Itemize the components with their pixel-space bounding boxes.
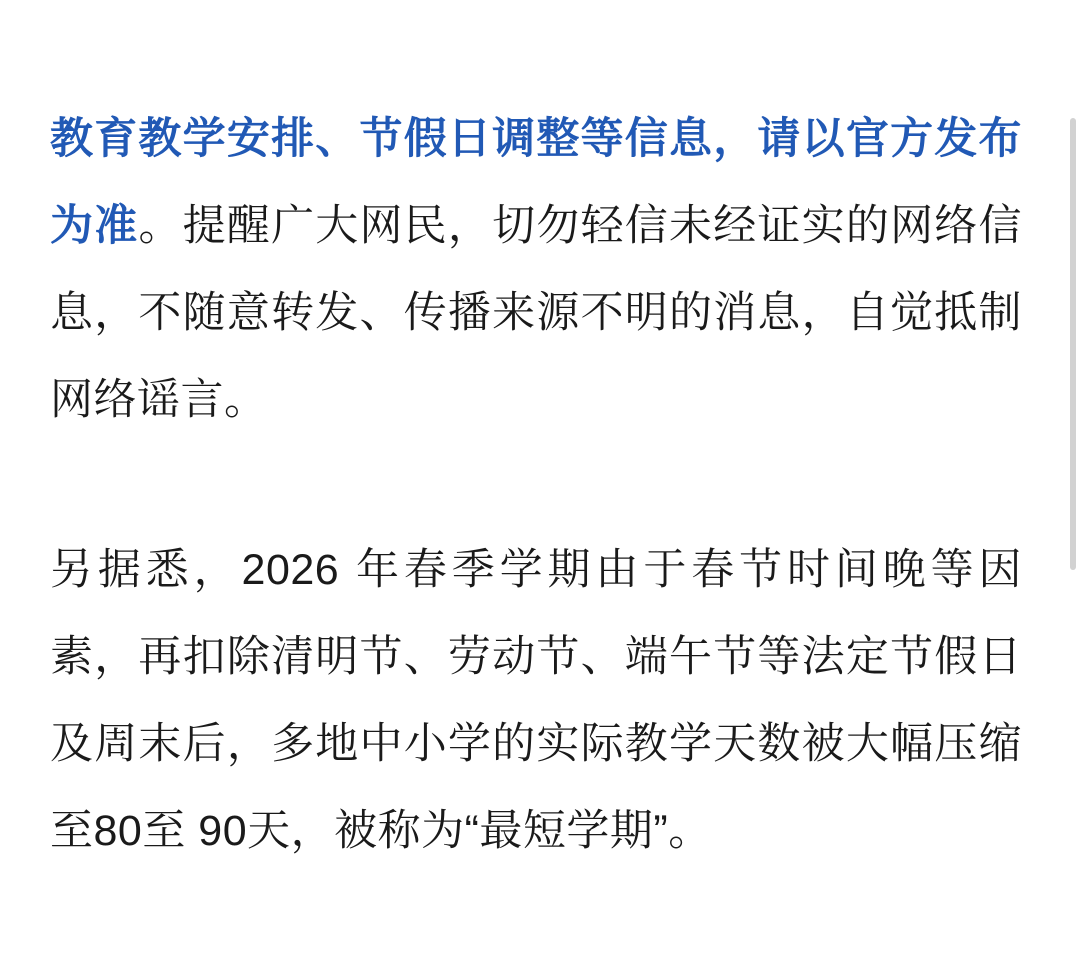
highlight-text: 教育教学安排、节假日调整等信息，请以官方发布为准	[50, 115, 1022, 250]
scrollbar-thumb[interactable]	[1070, 118, 1076, 570]
paragraph-2: 另据悉，2026 年春季学期由于春节时间晚等因素，再扣除清明节、劳动节、端午节等法定节假日及周末后，多地中小学的实际教学天数被大幅压缩至80至 90天，被称为“最短学期”。	[50, 546, 1022, 855]
article-body	[50, 96, 1022, 875]
paragraph-1	[50, 96, 1022, 444]
paragraph-1-rest: 。提醒广大网民，切勿轻信未经证实的网络信息，不随意转发、传播来源不明的消息，自觉抵制网络谣言。	[50, 202, 1023, 424]
